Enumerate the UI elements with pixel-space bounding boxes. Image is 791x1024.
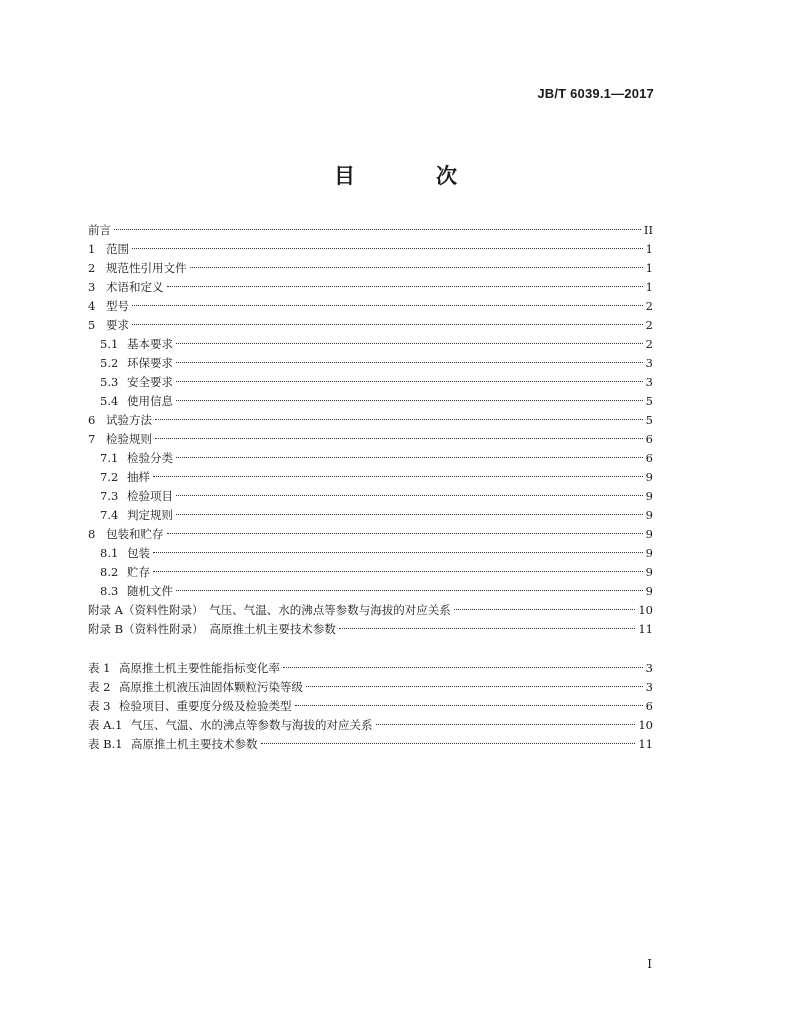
page-title: 目 次 (334, 164, 487, 188)
toc-entry[interactable] (88, 297, 653, 316)
toc-entry-number: 表 1 (88, 661, 111, 675)
toc-entry-page: 5 (645, 394, 653, 408)
toc-entry[interactable] (88, 259, 653, 278)
toc-entry-label: 附录 A（资料性附录） 气压、气温、水的沸点等参数与海拔的对应关系 (88, 603, 451, 617)
dot-leader (155, 438, 643, 439)
toc-entry-page: 3 (645, 375, 653, 389)
toc-entry-number: 8 (88, 527, 96, 541)
toc-entry-number: 3 (88, 280, 96, 294)
toc-entry[interactable] (88, 716, 653, 735)
dot-leader (153, 552, 643, 553)
dot-leader (132, 305, 643, 306)
toc-entry[interactable] (88, 449, 653, 468)
toc-entry-number: 5.2 (100, 356, 119, 370)
toc-entry[interactable] (88, 659, 653, 678)
toc-entry[interactable] (88, 240, 653, 259)
toc-entry[interactable] (88, 430, 653, 449)
toc-entry[interactable] (88, 544, 653, 563)
toc-entry-page: 2 (645, 299, 653, 313)
toc-entry-page: 10 (638, 718, 653, 732)
toc-entry-page: 11 (638, 622, 653, 636)
toc-entry-label: 型号 (106, 299, 129, 313)
toc-entry-number: 7 (88, 432, 96, 446)
toc-entry-number: 7.1 (100, 451, 119, 465)
toc-entry-label: 基本要求 (127, 337, 173, 351)
dot-leader (283, 667, 643, 668)
toc-entry-label: 范围 (106, 242, 129, 256)
toc-entry[interactable] (88, 278, 653, 297)
toc-entry-label: 判定规则 (127, 508, 173, 522)
toc-entry[interactable] (88, 487, 653, 506)
toc-entry-page: 1 (645, 242, 653, 256)
dot-leader (176, 362, 643, 363)
toc-entry-page: 3 (645, 356, 653, 370)
toc-entry-number: 表 2 (88, 680, 111, 694)
toc-entry[interactable] (88, 373, 653, 392)
toc-entry-number: 5.3 (100, 375, 119, 389)
toc-entry[interactable] (88, 735, 653, 754)
dot-leader (376, 724, 636, 725)
dot-leader (176, 457, 643, 458)
toc-entry-page: 10 (638, 603, 653, 617)
dot-leader (295, 705, 643, 706)
toc-entry-label: 规范性引用文件 (106, 261, 187, 275)
toc-entry-page: 6 (645, 451, 653, 465)
toc-entry-label: 检验项目 (127, 489, 173, 503)
dot-leader (190, 267, 643, 268)
toc-entry-page: 3 (645, 680, 653, 694)
dot-leader (176, 381, 643, 382)
toc-entry-page: 11 (638, 737, 653, 751)
toc-entry[interactable] (88, 582, 653, 601)
dot-leader (167, 533, 643, 534)
dot-leader (155, 419, 643, 420)
toc-entry-number: 表 A.1 (88, 718, 123, 732)
toc-entry-page: 9 (645, 584, 653, 598)
dot-leader (454, 609, 636, 610)
toc-entry[interactable] (88, 316, 653, 335)
toc-entry-label: 环保要求 (127, 356, 173, 370)
dot-leader (176, 590, 643, 591)
toc-entry-label: 附录 B（资料性附录） 高原推土机主要技术参数 (88, 622, 336, 636)
toc-entry-label: 贮存 (127, 565, 150, 579)
toc-entry-page: 9 (645, 565, 653, 579)
toc-entry-page: 6 (645, 699, 653, 713)
toc-entry-label: 使用信息 (127, 394, 173, 408)
toc-entry-page: 2 (645, 318, 653, 332)
standard-code: JB/T 6039.1—2017 (537, 86, 654, 101)
table-of-contents (88, 221, 653, 754)
toc-entry-page: 1 (645, 280, 653, 294)
toc-entry-page: 3 (645, 661, 653, 675)
toc-entry-label: 术语和定义 (106, 280, 164, 294)
toc-entry-number: 5.1 (100, 337, 119, 351)
toc-group-gap (88, 639, 653, 659)
toc-entry[interactable] (88, 601, 653, 620)
dot-leader (261, 743, 636, 744)
toc-entry-number: 5.4 (100, 394, 119, 408)
toc-entry-label: 随机文件 (127, 584, 173, 598)
toc-entry-label: 抽样 (127, 470, 150, 484)
toc-entry-number: 8.2 (100, 565, 119, 579)
toc-entry-number: 2 (88, 261, 96, 275)
dot-leader (306, 686, 643, 687)
dot-leader (176, 495, 643, 496)
toc-entry-number: 1 (88, 242, 96, 256)
toc-entry-page: 2 (645, 337, 653, 351)
toc-entry-label: 包装 (127, 546, 150, 560)
toc-entry-number: 8.1 (100, 546, 119, 560)
toc-sections (88, 221, 653, 639)
dot-leader (176, 514, 643, 515)
toc-entry-page: 9 (645, 470, 653, 484)
toc-entry-page: 6 (645, 432, 653, 446)
toc-tables (88, 659, 653, 754)
toc-entry-label: 高原推土机主要技术参数 (131, 737, 258, 751)
toc-entry-label: 高原推土机液压油固体颗粒污染等级 (119, 680, 303, 694)
toc-entry-label: 检验规则 (106, 432, 152, 446)
toc-entry[interactable] (88, 620, 653, 639)
toc-entry[interactable] (88, 468, 653, 487)
toc-entry[interactable] (88, 392, 653, 411)
toc-entry-page: 5 (645, 413, 653, 427)
dot-leader (114, 229, 641, 230)
toc-entry-label: 前言 (88, 223, 111, 237)
toc-entry-page: 9 (645, 489, 653, 503)
toc-entry-page: II (643, 223, 653, 237)
toc-entry-number: 6 (88, 413, 96, 427)
toc-entry-page: 9 (645, 508, 653, 522)
dot-leader (153, 476, 643, 477)
toc-entry-label: 包装和贮存 (106, 527, 164, 541)
toc-entry-label: 试验方法 (106, 413, 152, 427)
dot-leader (132, 324, 643, 325)
dot-leader (176, 343, 643, 344)
toc-entry-label: 气压、气温、水的沸点等参数与海拔的对应关系 (131, 718, 373, 732)
toc-entry[interactable] (88, 525, 653, 544)
toc-entry-page: 9 (645, 546, 653, 560)
toc-entry[interactable] (88, 697, 653, 716)
toc-entry-page: 1 (645, 261, 653, 275)
dot-leader (132, 248, 643, 249)
toc-entry-number: 表 B.1 (88, 737, 123, 751)
toc-entry[interactable] (88, 411, 653, 430)
toc-entry-number: 8.3 (100, 584, 119, 598)
toc-entry-label: 要求 (106, 318, 129, 332)
toc-entry-number: 4 (88, 299, 96, 313)
toc-entry[interactable] (88, 506, 653, 525)
toc-entry-number: 5 (88, 318, 96, 332)
toc-entry-label: 高原推土机主要性能指标变化率 (119, 661, 280, 675)
toc-entry[interactable] (88, 221, 653, 240)
footer-page-number: I (647, 957, 652, 971)
toc-entry-number: 7.4 (100, 508, 119, 522)
toc-entry[interactable] (88, 335, 653, 354)
dot-leader (153, 571, 643, 572)
toc-entry[interactable] (88, 563, 653, 582)
dot-leader (176, 400, 643, 401)
toc-entry-label: 检验分类 (127, 451, 173, 465)
toc-entry-number: 7.3 (100, 489, 119, 503)
toc-entry-number: 表 3 (88, 699, 111, 713)
toc-entry[interactable] (88, 354, 653, 373)
toc-entry[interactable] (88, 678, 653, 697)
dot-leader (167, 286, 643, 287)
toc-entry-page: 9 (645, 527, 653, 541)
toc-entry-number: 7.2 (100, 470, 119, 484)
dot-leader (339, 628, 636, 629)
toc-entry-label: 安全要求 (127, 375, 173, 389)
toc-entry-label: 检验项目、重要度分级及检验类型 (119, 699, 292, 713)
